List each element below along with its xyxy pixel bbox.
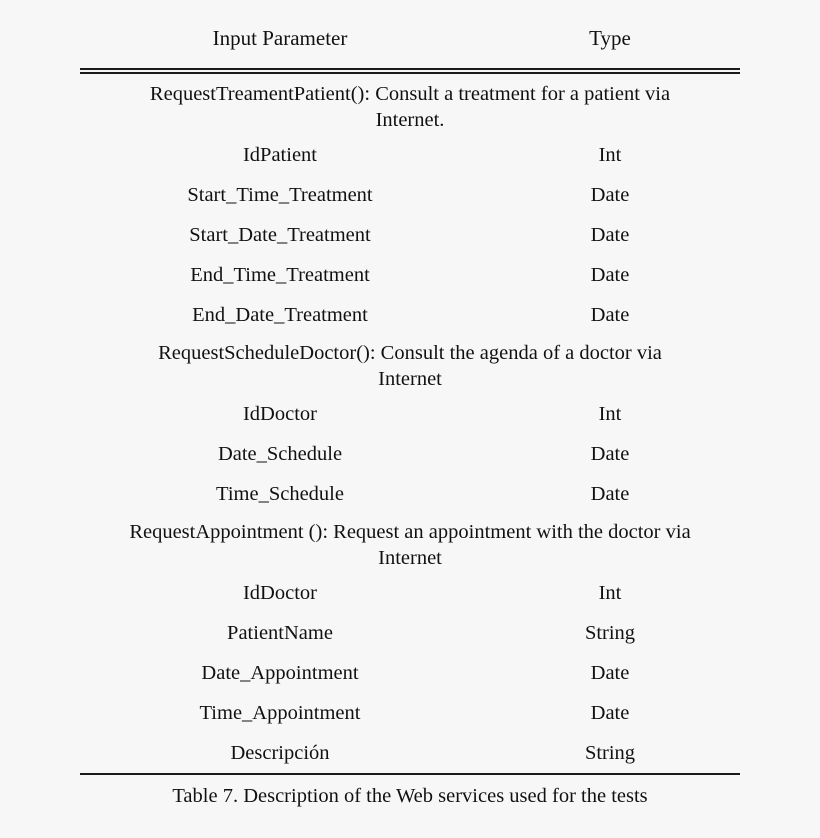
- table-row: [80, 175, 740, 215]
- column-header-type: Type: [589, 26, 631, 50]
- parameter-type: String: [584, 622, 636, 644]
- parameter-name: IdPatient: [242, 144, 317, 166]
- column-header-input-parameter: Input Parameter: [212, 26, 348, 50]
- parameter-type: Date: [590, 184, 630, 206]
- table-row: [80, 733, 740, 773]
- parameter-name: IdDoctor: [242, 403, 317, 425]
- service-title-line-1: RequestTreamentPatient(): Consult a treatment for a patient via: [149, 83, 671, 105]
- parameter-name: Date_Appointment: [201, 662, 359, 684]
- parameter-name: Date_Schedule: [217, 443, 343, 465]
- parameter-type: Date: [590, 443, 630, 465]
- service-title-line-2: Internet: [378, 547, 442, 569]
- parameter-type: Int: [598, 144, 622, 166]
- parameter-type: Date: [590, 304, 630, 326]
- parameter-name: Descripción: [230, 742, 330, 764]
- parameter-type: Date: [590, 483, 630, 505]
- table-row: [80, 613, 740, 653]
- table-row: [80, 653, 740, 693]
- parameter-name: End_Time_Treatment: [190, 264, 370, 286]
- parameter-type: Int: [598, 582, 622, 604]
- table-row: [80, 394, 740, 434]
- service-title-line-2: Internet.: [375, 109, 445, 131]
- parameter-type: String: [584, 742, 636, 764]
- table-row: [80, 573, 740, 613]
- parameter-name: Time_Appointment: [199, 702, 361, 724]
- table-row: [80, 295, 740, 335]
- parameter-name: PatientName: [227, 622, 333, 644]
- table-body: [80, 74, 740, 773]
- service-header-request-schedule-doctor: [80, 335, 740, 394]
- table-row: [80, 474, 740, 514]
- service-title-line-1: RequestScheduleDoctor(): Consult the agenda of a doctor via: [158, 342, 662, 364]
- parameter-type: Date: [590, 224, 630, 246]
- table-row: [80, 255, 740, 295]
- service-title-line-2: Internet: [378, 368, 442, 390]
- service-header-request-appointment: [74, 514, 746, 573]
- parameter-type: Date: [590, 264, 630, 286]
- table-caption: Table 7. Description of the Web services used for the tests: [172, 785, 648, 807]
- table-row: [80, 135, 740, 175]
- service-header-request-treament-patient: [80, 76, 740, 135]
- parameter-type: Date: [590, 702, 630, 724]
- parameter-name: End_Date_Treatment: [192, 304, 368, 326]
- parameter-type: Date: [590, 662, 630, 684]
- parameter-name: IdDoctor: [242, 582, 317, 604]
- table-row: [80, 434, 740, 474]
- web-services-table: [80, 24, 740, 810]
- table-row: [80, 215, 740, 255]
- table-row: [80, 693, 740, 733]
- service-title-line-1: RequestAppointment (): Request an appointment with the doctor via: [129, 521, 691, 543]
- table-header-row: [80, 24, 740, 68]
- parameter-type: Int: [598, 403, 622, 425]
- parameter-name: Start_Date_Treatment: [189, 224, 371, 246]
- parameter-name: Time_Schedule: [216, 483, 344, 505]
- parameter-name: Start_Time_Treatment: [187, 184, 373, 206]
